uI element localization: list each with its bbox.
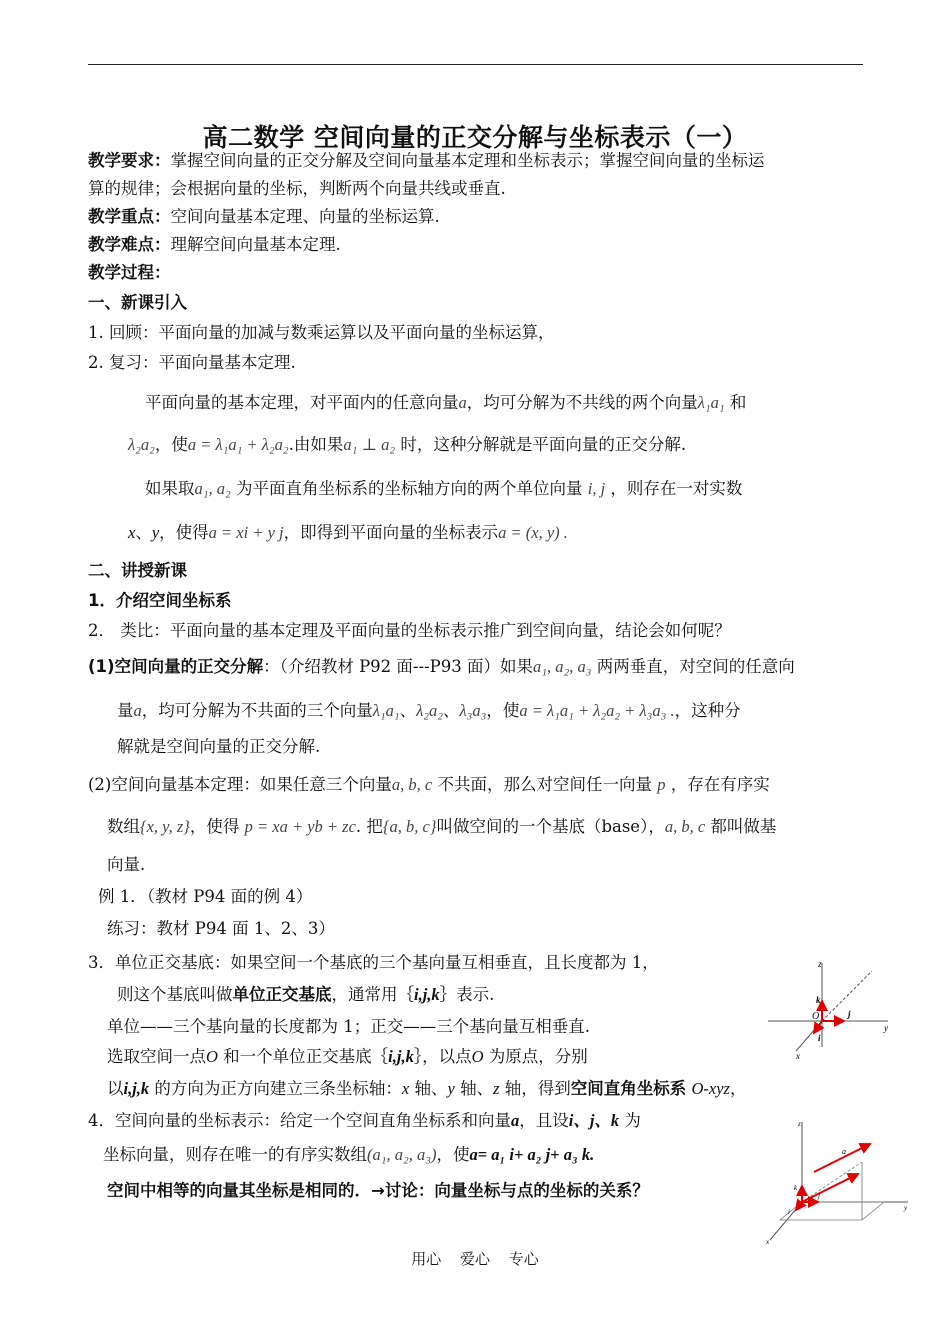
orth-decomp-line2: 量a，均可分解为不共面的三个向量λ₁a₁、λ₂a₂、λ₃a₃，使a = λ₁a₁ + λ₂a₂ + λ₃a₃ .，这种分	[117, 701, 741, 720]
section2-item1: 1．介绍空间坐标系	[88, 591, 232, 610]
practice: 练习：教材 P94 面 1、2、3）	[107, 919, 335, 938]
example-1: 例 1．（教材 P94 面的例 4）	[98, 887, 313, 906]
section2-item2: 2． 类比：平面向量的基本定理及平面向量的坐标表示推广到空间向量，结论会如何呢？	[88, 621, 731, 640]
section1-heading: 一、新课引入	[88, 293, 187, 312]
goal-requirement: 教学要求：掌握空间向量的正交分解及空间向量基本定理和坐标表示；掌握空间向量的坐标运	[88, 151, 765, 170]
vector-a	[802, 1174, 858, 1202]
label-x: x	[796, 1051, 800, 1061]
basis-theorem-line1: (2)空间向量基本定理：如果任意三个向量a, b, c 不共面，那么对空间任一向量 p ，存在有序实	[88, 775, 770, 794]
coord-repr-line1: 4．空间向量的坐标表示：给定一个空间直角坐标系和向量a，且设i、j、k 为	[88, 1111, 641, 1130]
section1-item2: 2. 复习：平面向量基本定理.	[88, 353, 296, 372]
label-j: j	[818, 1192, 820, 1200]
coord-repr-line2: 坐标向量，则存在唯一的有序实数组(a₁, a₂, a₃)，使a= a₁ i+ a₂ j+ a₃ k.	[103, 1145, 595, 1164]
unit-basis-line2: 则这个基底叫做单位正交基底，通常用｛i,j,k｝表示.	[117, 985, 495, 1004]
label-y: y	[904, 1204, 908, 1212]
label-y: y	[884, 1023, 888, 1033]
section1-item1: 1. 回顾：平面向量的加减与数乘运算以及平面向量的坐标运算，	[88, 323, 555, 342]
orth-decomp-line1: (1)空间向量的正交分解：（介绍教材 P92 面---P93 面）如果a₁, a₂, a₃ 两两垂直，对空间的任意向	[88, 657, 795, 676]
unit-basis-line1: 3．单位正交基底：如果空间一个基底的三个基向量互相垂直，且长度都为 1，	[88, 953, 659, 972]
section2-heading: 二、讲授新课	[88, 561, 187, 580]
label-a: a	[842, 1147, 846, 1156]
page-title: 高二数学 空间向量的正交分解与坐标表示（一）	[202, 123, 748, 152]
basis-theorem-line2: 数组{x, y, z}，使得 p = xa + yb + zc. 把{a, b, c}叫做空间的一个基底（base），a, b, c 都叫做基	[107, 817, 777, 836]
plane-coord-line1: 如果取a₁, a₂ 为平面直角坐标系的坐标轴方向的两个单位向量 i, j ，则存在一对实数	[145, 479, 743, 498]
plane-theorem-line2: λ₂a₂，使a = λ₁a₁ + λ₂a₂.由如果a₁ ⊥ a₂ 时，这种分解就是平面向量的正交分解.	[128, 435, 687, 454]
figure-unit-basis	[760, 955, 900, 1065]
label-k: k	[816, 995, 821, 1005]
header-rule	[88, 64, 863, 65]
label-k: k	[794, 1184, 798, 1192]
vector-i	[814, 1021, 822, 1033]
plane-coord-line2: x、y，使得a = xi + y j，即得到平面向量的坐标表示a = (x, y) .	[128, 523, 568, 542]
label-z: z	[798, 1120, 801, 1128]
label-O: O	[812, 1011, 820, 1022]
plane-theorem-line1: 平面向量的基本定理，对平面内的任意向量a，均可分解为不共线的两个向量λ₁a₁ 和	[145, 393, 747, 412]
label-j: j	[848, 1009, 851, 1019]
unit-basis-line4: 选取空间一点O 和一个单位正交基底｛i,j,k｝，以点O 为原点，分别	[107, 1047, 588, 1066]
figure-vector-coords	[760, 1118, 920, 1246]
goal-difficulty: 教学难点：理解空间向量基本定理.	[88, 235, 341, 254]
label-x: x	[766, 1238, 770, 1246]
diagonal-line	[822, 971, 872, 1021]
footer: 用心 爱心 专心	[411, 1250, 539, 1268]
goal-keypoint: 教学重点：空间向量基本定理、向量的坐标运算.	[88, 207, 440, 226]
base-plane	[780, 1202, 884, 1220]
unit-basis-line3: 单位——三个基向量的长度都为 1；正交——三个基向量互相垂直.	[107, 1017, 590, 1036]
label-i: i	[818, 1033, 821, 1043]
unit-basis-line5: 以i,j,k 的方向为正方向建立三条坐标轴：x 轴、y 轴、z 轴，得到空间直角坐标系 O-xyz，	[107, 1079, 747, 1098]
goal-requirement-cont: 算的规律；会根据向量的坐标，判断两个向量共线或垂直.	[88, 179, 506, 198]
label-z: z	[818, 959, 822, 969]
orth-decomp-line3: 解就是空间向量的正交分解.	[117, 737, 321, 756]
label-i: i	[788, 1208, 790, 1216]
conclusion: 空间中相等的向量其坐标是相同的．→讨论：向量坐标与点的坐标的关系？	[107, 1181, 649, 1200]
process-label: 教学过程：	[88, 263, 171, 282]
basis-theorem-line3: 向量.	[107, 855, 146, 874]
projection-line	[802, 1162, 862, 1202]
